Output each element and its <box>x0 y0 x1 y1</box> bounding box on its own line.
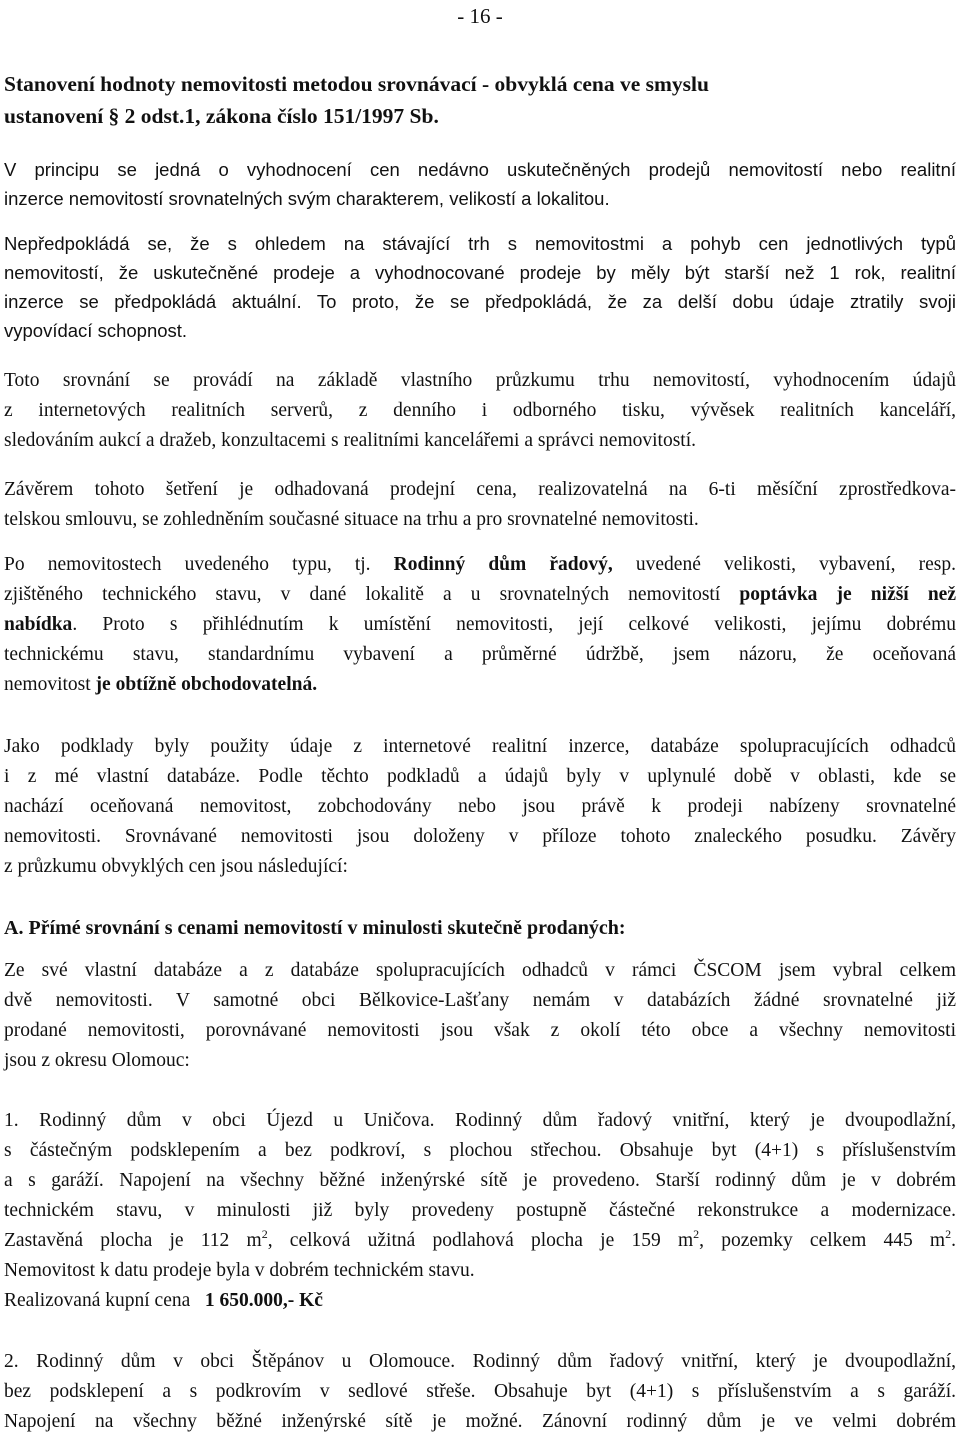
comparable-item-2 <box>4 1347 956 1437</box>
text-line: Jako podklady byly použity údaje z internetové realitní inzerce, databáze spolupracujících odhadců <box>4 736 956 757</box>
superscript: 2 <box>945 1227 952 1241</box>
superscript: 2 <box>693 1227 700 1241</box>
text-line: a s garáží. Napojení na všechny běžné inženýrské sítě je provedeno. Starší rodinný dům je v dobrém <box>4 1170 956 1191</box>
text-line: z internetových realitních serverů, z denního i odborného tisku, vývěsek realitních kanceláří, <box>4 400 956 421</box>
price-label: Realizovaná kupní cena <box>4 1290 191 1311</box>
text-line <box>4 580 956 610</box>
text-line: 1. Rodinný dům v obci Újezd u Uničova. Rodinný dům řadový vnitřní, který je dvoupodlažní, <box>4 1110 956 1131</box>
heading-line: Stanovení hodnoty nemovitosti metodou srovnávací - obvyklá cena ve smyslu <box>4 72 709 96</box>
text-run: nemovitost <box>4 674 96 695</box>
paragraph-conclusion <box>4 475 956 535</box>
text-line <box>4 610 956 640</box>
text-line: Závěrem tohoto šetření je odhadovaná prodejní cena, realizovatelná na 6-ti měsíční zprostředkova- <box>4 479 956 500</box>
text-run: zjištěného technického stavu, v dané lokalitě a u srovnatelných nemovitostí <box>4 584 740 605</box>
text-line: jsou z okresu Olomouc: <box>4 1050 190 1071</box>
text-line: technickému stavu, standardnímu vybavení a průměrné údržbě, jsem názoru, že oceňovaná <box>4 644 956 665</box>
text-line: inzerce se předpokládá aktuální. To proto, že se předpokládá, že za delší dobu údaje ztratily svoji <box>4 291 956 312</box>
text-line: s částečným podsklepením a bez podkroví, s plochou střechou. Obsahuje byt (4+1) s příslušenstvím <box>4 1140 956 1161</box>
paragraph-property-type <box>4 550 956 700</box>
text-run: uvedené velikosti, vybavení, resp. <box>612 554 956 575</box>
paragraph-principle <box>4 155 956 213</box>
text-line: Nemovitost k datu prodeje byla v dobrém technickém stavu. <box>4 1260 475 1281</box>
paragraph-database <box>4 956 956 1076</box>
text-line: dvě nemovitosti. V samotné obci Bělkovice-Lašťany nemám v databázích žádné srovnatelné již <box>4 990 956 1011</box>
bold-run: Rodinný dům řadový, <box>393 554 613 575</box>
text-line: nemovitostí, že uskutečněné prodeje a vyhodnocované prodeje by měly být starší než 1 rok, realitní <box>4 262 956 283</box>
text-line: i z mé vlastní databáze. Podle těchto podkladů a údajů byly v uplynulé době v oblasti, kde se <box>4 766 956 787</box>
paragraph-survey <box>4 366 956 456</box>
text-line <box>4 1226 956 1256</box>
text-run: Po nemovitostech uvedeného typu, tj. <box>4 554 394 575</box>
text-run: , celková užitná podlahová plocha je 159 m <box>267 1230 694 1251</box>
bold-run: nabídka <box>4 614 73 635</box>
text-run: Zastavěná plocha je 112 m <box>4 1230 262 1251</box>
heading-line: ustanovení § 2 odst.1, zákona číslo 151/1997 Sb. <box>4 104 439 128</box>
text-line: Nepředpokládá se, že s ohledem na stávající trh s nemovitostmi a pohyb cen jednotlivých typů <box>4 233 956 254</box>
price-line <box>4 1286 956 1316</box>
text-line <box>4 670 956 700</box>
page-number: - 16 - <box>457 4 503 28</box>
text-line <box>4 550 956 580</box>
text-line: z průzkumu obvyklých cen jsou následující: <box>4 856 348 877</box>
paragraph-assumption <box>4 229 956 345</box>
section-a-title: A. Přímé srovnání s cenami nemovitostí v minulosti skutečně prodaných: <box>4 917 626 939</box>
bold-run: je obtížně obchodovatelná. <box>95 674 318 695</box>
text-line: Napojení na všechny běžné inženýrské sítě je možné. Zánovní rodinný dům je ve velmi dobrém <box>4 1411 956 1432</box>
bold-run: poptávka je nižší než <box>739 584 956 605</box>
text-line: nachází oceňovaná nemovitost, zobchodovány nebo jsou právě k prodeji nabízeny srovnatelné <box>4 796 956 817</box>
text-line: Ze své vlastní databáze a z databáze spolupracujících odhadců v rámci ČSCOM jsem vybral celkem <box>4 960 956 981</box>
price-value: 1 650.000,- Kč <box>204 1290 323 1311</box>
text-line: V principu se jedná o vyhodnocení cen nedávno uskutečněných prodejů nemovitostí nebo realitní <box>4 159 956 180</box>
superscript: 2 <box>261 1227 268 1241</box>
comparable-item-1 <box>4 1106 956 1316</box>
text-line: Toto srovnání se provádí na základě vlastního průzkumu trhu nemovitostí, vyhodnocením údajů <box>4 370 956 391</box>
section-heading <box>4 68 956 132</box>
text-line: nemovitosti. Srovnávané nemovitosti jsou doloženy v příloze tohoto znaleckého posudku. Závěry <box>4 826 956 847</box>
text-run: . <box>951 1230 956 1251</box>
text-run: , pozemky celkem 445 m <box>699 1230 946 1251</box>
text-run: . Proto s přihlédnutím k umístění nemovitosti, její celkové velikosti, jejímu dobrému <box>72 614 956 635</box>
text-line: telskou smlouvu, se zohledněním současné situace na trhu a pro srovnatelné nemovitosti. <box>4 509 699 530</box>
text-line: sledováním aukcí a dražeb, konzultacemi s realitními kancelářemi a správci nemovitostí. <box>4 430 697 451</box>
text-line: prodané nemovitosti, porovnávané nemovitosti jsou však z okolí této obce a všechny nemovitosti <box>4 1020 956 1041</box>
text-line: technickém stavu, v minulosti již byly provedeny postupně částečné rekonstrukce a modernizace. <box>4 1200 956 1221</box>
text-line: bez podsklepení a s podkrovím v sedlové střeše. Obsahuje byt (4+1) s příslušenstvím a s garáží. <box>4 1381 956 1402</box>
paragraph-sources <box>4 732 956 882</box>
text-line: 2. Rodinný dům v obci Štěpánov u Olomouce. Rodinný dům řadový vnitřní, který je dvoupodlažní, <box>4 1351 956 1372</box>
text-line: vypovídací schopnost. <box>4 320 188 341</box>
text-line: inzerce nemovitostí srovnatelných svým charakterem, velikostí a lokalitou. <box>4 188 610 209</box>
